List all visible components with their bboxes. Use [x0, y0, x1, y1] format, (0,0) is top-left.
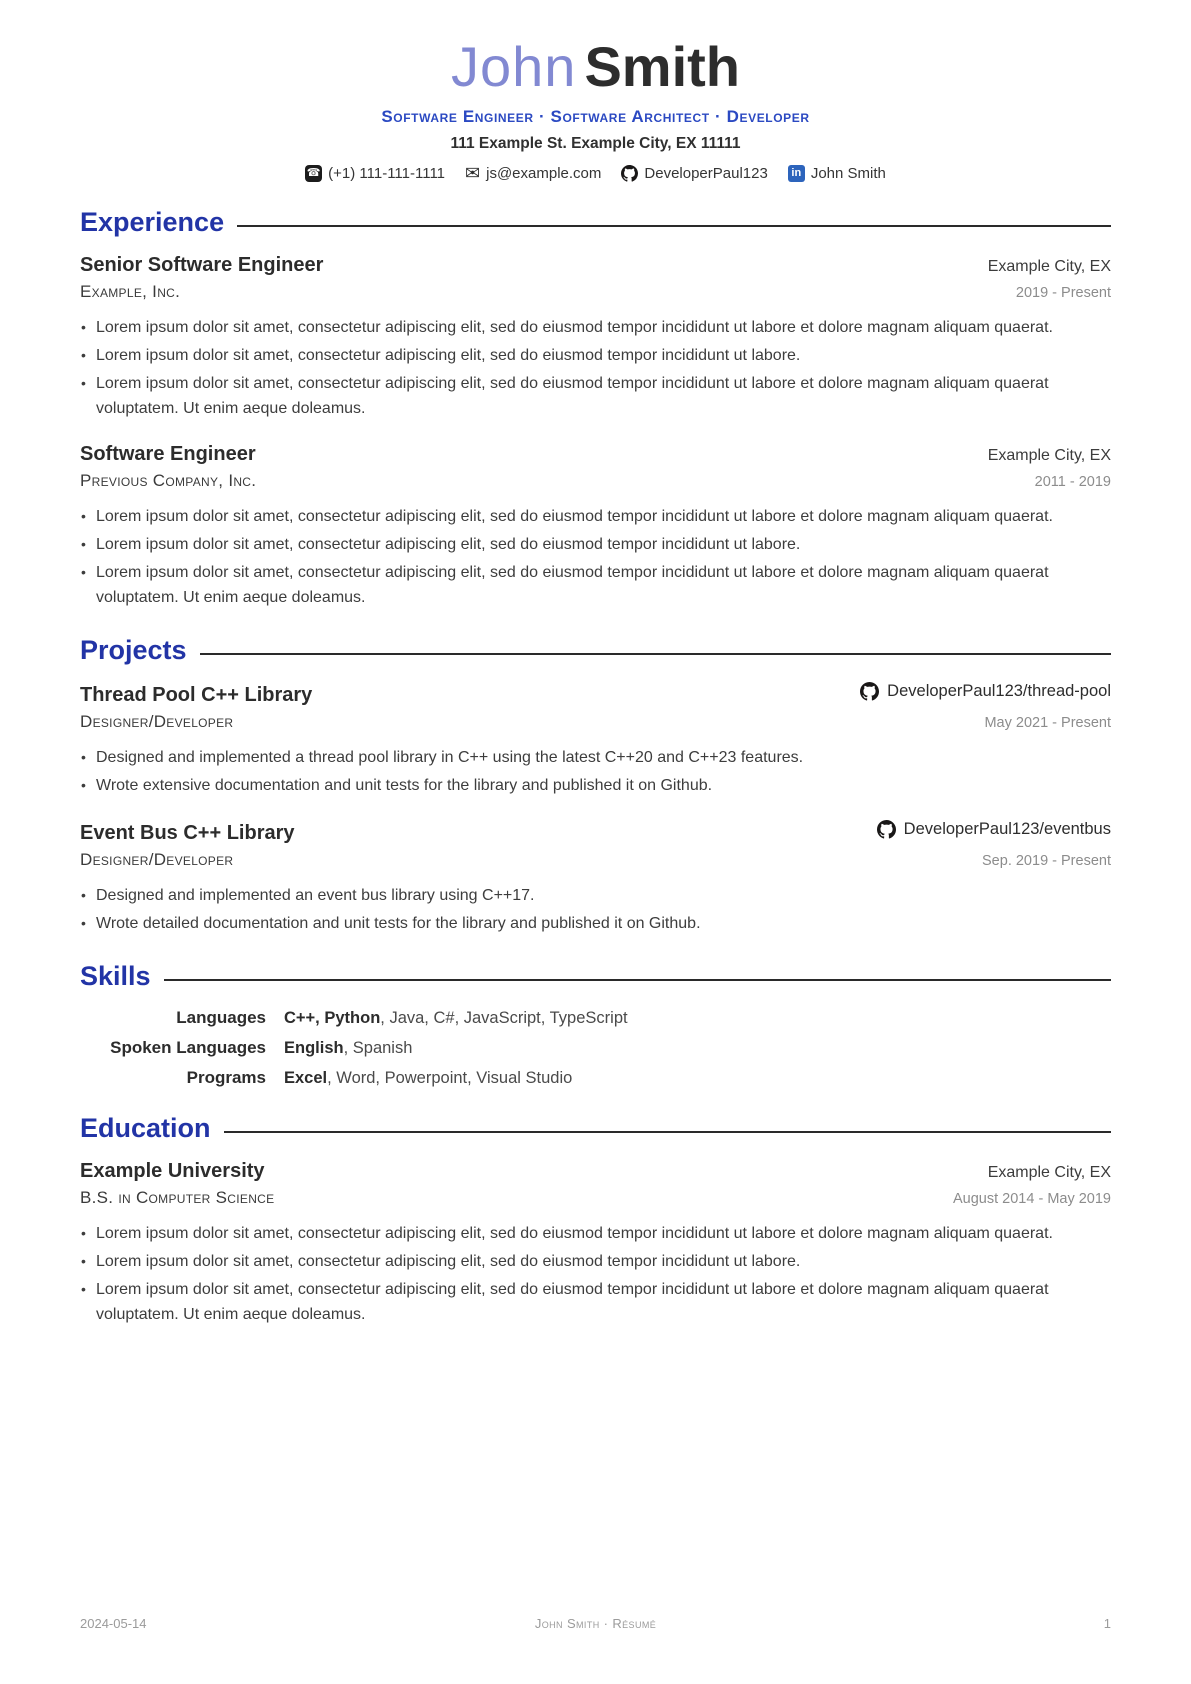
section-education [80, 1112, 1111, 1327]
section-rule [237, 225, 1111, 227]
job-dates: 2011 - 2019 [1034, 474, 1111, 490]
skill-value: English, Spanish [284, 1039, 413, 1057]
project-bullet-list [80, 745, 1111, 798]
bullet-item: • Designed and implemented an event bus library using C++17. [80, 883, 1111, 908]
bullet-item: • Wrote detailed documentation and unit tests for the library and published it on Github. [80, 911, 1111, 936]
email-icon: ✉ [465, 163, 481, 183]
footer-date: 2024-05-14 [80, 1616, 147, 1631]
linkedin-name: John Smith [810, 164, 886, 182]
section-heading [80, 1112, 1111, 1144]
job-location: Example City, EX [987, 258, 1111, 275]
bullet-item: • Lorem ipsum dolor sit amet, consectetur adipiscing elit, sed do eiusmod tempor incididunt ut labore et dolore magnam aliquam quaerat. [80, 1221, 1111, 1246]
section-rule [200, 653, 1111, 655]
section-rule [164, 979, 1111, 981]
skill-value: Excel, Word, Powerpoint, Visual Studio [284, 1069, 573, 1087]
github-icon [860, 682, 879, 701]
repo-name: DeveloperPaul123/eventbus [903, 820, 1111, 838]
bullet-item: • Lorem ipsum dolor sit amet, consectetur adipiscing elit, sed do eiusmod tempor incididunt ut labore et dolore magnam aliquam quaerat. [80, 315, 1111, 340]
education-bullet-list [80, 1221, 1111, 1327]
github-username: DeveloperPaul123 [644, 164, 768, 182]
section-title: Projects [80, 635, 187, 665]
full-name [80, 34, 1111, 100]
section-heading [80, 960, 1111, 992]
skill-value: C++, Python, Java, C#, JavaScript, TypeScript [284, 1009, 628, 1027]
phone-icon: ☎ [305, 165, 322, 182]
bullet-item: • Lorem ipsum dolor sit amet, consectetur adipiscing elit, sed do eiusmod tempor incididunt ut labore et dolore magnam aliquam quaerat voluptatem. Ut enim aeque doleamus. [80, 371, 1111, 421]
github-repo-link[interactable] [860, 682, 1111, 701]
bullet-item: • Lorem ipsum dolor sit amet, consectetur adipiscing elit, sed do eiusmod tempor incididunt ut labore et dolore magnam aliquam quaerat voluptatem. Ut enim aeque doleamus. [80, 560, 1111, 610]
section-title: Skills [80, 961, 151, 991]
last-name: Smith [584, 35, 740, 98]
job-bullet-list [80, 315, 1111, 421]
bullet-item: • Lorem ipsum dolor sit amet, consectetur adipiscing elit, sed do eiusmod tempor incididunt ut labore. [80, 343, 1111, 368]
section-title: Experience [80, 207, 225, 237]
section-rule [224, 1131, 1111, 1133]
repo-name: DeveloperPaul123/thread-pool [887, 682, 1111, 700]
first-name: John [451, 35, 577, 98]
project-role: Designer/Developer [80, 850, 234, 869]
email-address: js@example.com [486, 164, 602, 182]
job-bullet-list [80, 504, 1111, 610]
skill-row-programs [80, 1068, 1111, 1088]
education-dates: August 2014 - May 2019 [953, 1191, 1111, 1207]
education-entry [80, 1160, 1111, 1327]
degree-name: B.S. in Computer Science [80, 1188, 275, 1207]
skill-row-spoken-languages [80, 1038, 1111, 1058]
bullet-item: • Designed and implemented a thread pool library in C++ using the latest C++20 and C++23 features. [80, 745, 1111, 770]
github-icon [877, 820, 896, 839]
job-location: Example City, EX [987, 447, 1111, 464]
linkedin-icon: in [788, 165, 805, 182]
footer-page-number: 1 [1103, 1616, 1111, 1631]
skill-label: Programs [186, 1068, 266, 1087]
bullet-item: • Lorem ipsum dolor sit amet, consectetur adipiscing elit, sed do eiusmod tempor incididunt ut labore. [80, 532, 1111, 557]
project-title: Event Bus C++ Library [80, 822, 295, 844]
bullet-item: • Wrote extensive documentation and unit tests for the library and published it on Github. [80, 773, 1111, 798]
project-entry [80, 820, 1111, 936]
experience-entry [80, 443, 1111, 610]
section-heading [80, 634, 1111, 666]
skills-table [80, 1008, 1111, 1088]
job-title: Software Engineer [80, 443, 256, 465]
section-heading [80, 206, 1111, 238]
skill-row-languages [80, 1008, 1111, 1028]
github-icon [621, 165, 638, 182]
project-dates: May 2021 - Present [984, 715, 1111, 731]
skill-label: Languages [176, 1008, 266, 1027]
project-entry [80, 682, 1111, 798]
section-skills [80, 960, 1111, 1088]
experience-entry [80, 254, 1111, 421]
linkedin-profile-link[interactable] [788, 165, 886, 182]
email-link[interactable] [465, 164, 601, 182]
bullet-item: • Lorem ipsum dolor sit amet, consectetur adipiscing elit, sed do eiusmod tempor incididunt ut labore et dolore magnam aliquam quaerat voluptatem. Ut enim aeque doleamus. [80, 1277, 1111, 1327]
footer-title: John Smith · Résumé [534, 1616, 657, 1631]
phone-number: (+1) 111-111-1111 [328, 164, 446, 182]
resume-header [80, 34, 1111, 182]
section-title: Education [80, 1113, 211, 1143]
company-name: Example, Inc. [80, 282, 181, 301]
company-name: Previous Company, Inc. [80, 471, 257, 490]
phone-contact [305, 165, 445, 182]
project-bullet-list [80, 883, 1111, 936]
project-role: Designer/Developer [80, 712, 234, 731]
section-experience [80, 206, 1111, 610]
job-tagline: Software Engineer · Software Architect · Developer [381, 107, 810, 126]
street-address: 111 Example St. Example City, EX 11111 [450, 135, 741, 152]
bullet-item: • Lorem ipsum dolor sit amet, consectetur adipiscing elit, sed do eiusmod tempor incididunt ut labore. [80, 1249, 1111, 1274]
skill-label: Spoken Languages [110, 1038, 266, 1057]
page-footer [80, 1616, 1111, 1632]
project-title: Thread Pool C++ Library [80, 684, 313, 706]
job-title: Senior Software Engineer [80, 254, 324, 276]
job-dates: 2019 - Present [1015, 285, 1111, 301]
school-location: Example City, EX [987, 1164, 1111, 1181]
github-profile-link[interactable] [621, 165, 767, 182]
github-repo-link[interactable] [877, 820, 1111, 839]
project-dates: Sep. 2019 - Present [982, 853, 1111, 869]
contact-row [80, 164, 1111, 182]
bullet-item: • Lorem ipsum dolor sit amet, consectetur adipiscing elit, sed do eiusmod tempor incididunt ut labore et dolore magnam aliquam quaerat. [80, 504, 1111, 529]
school-name: Example University [80, 1160, 265, 1182]
section-projects [80, 634, 1111, 936]
